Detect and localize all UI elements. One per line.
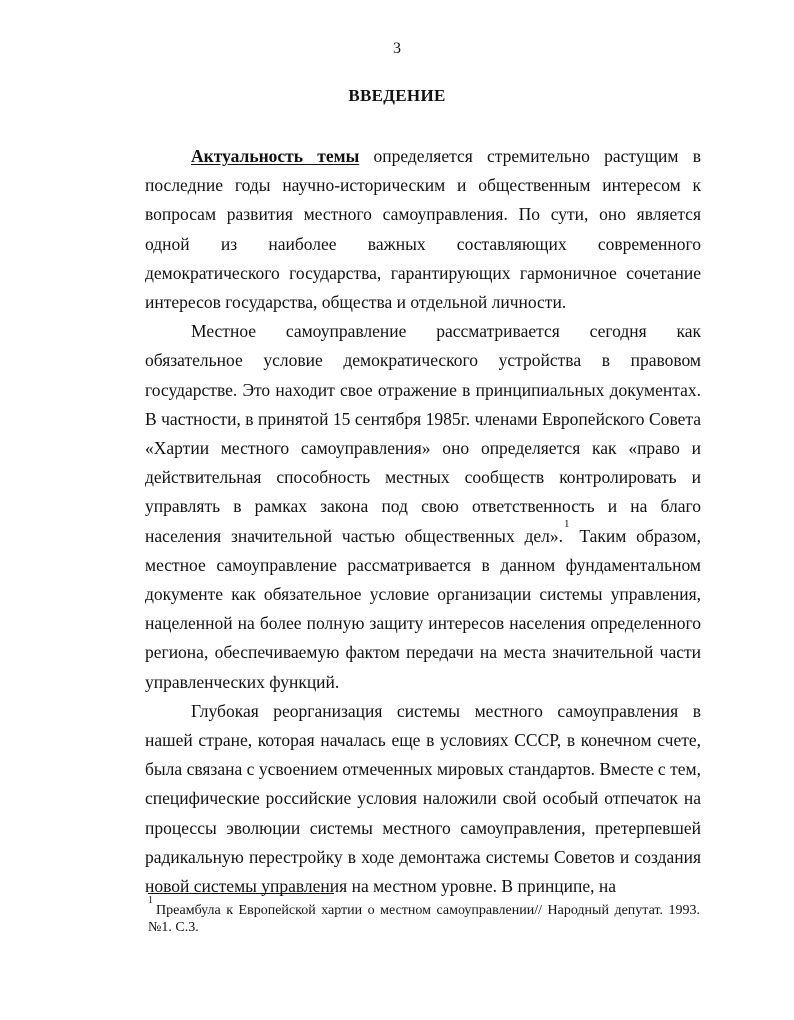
paragraph-3-text: Глубокая реорганизация системы местного самоуправления в нашей стране, которая началась еще в условиях СССР, в конечном счете, была связана с усвоением отмеченных мировых стандартов. Вместе с тем, специфические российские условия наложили свой особый отпечаток на процессы эволюции системы местного самоуправления, претерпевшей радикальную перестройку в ходе демонтажа системы Советов и создания новой системы управления на местном уровне. В принципе, на	[145, 700, 701, 897]
footnote	[148, 895, 700, 936]
footnote-divider	[148, 893, 334, 894]
paragraph-3	[145, 697, 701, 901]
paragraph-2-text-before: Местное самоуправление рассматривается сегодня как обязательное условие демократического устройства в правовом государстве. Это находит свое отражение в принципиальных документах. В частности, в принятой 15 сентября 1985г. членами Европейского Совета «Хартии местного самоуправления» оно определяется как «право и действительная способность местных сообществ контролировать и управлять в рамках закона под свою ответственность и на благо населения значительной частью общественных дел».	[145, 321, 701, 546]
page-number: 3	[393, 40, 401, 57]
footnote-reference[interactable]: 1	[564, 517, 570, 530]
footnote-text: Преамбула к Европейской хартии о местном самоуправлении// Народный депутат. 1993. №1. С.3.	[148, 903, 700, 935]
lead-phrase: Актуальность темы	[191, 146, 360, 166]
footnote-number: 1	[148, 895, 153, 907]
main-text	[145, 142, 701, 901]
paragraph-2	[145, 317, 701, 697]
paragraph-1-text: определяется стремительно растущим в последние годы научно-историческим и общественным интересом к вопросам развития местного самоуправления. По сути, оно является одной из наиболее важных составляющих современного демократического государства, гарантирующих гармоничное сочетание интересов государства, общества и отдельной личности.	[145, 146, 701, 313]
page-title: ВВЕДЕНИЕ	[348, 86, 446, 105]
paragraph-1	[145, 142, 701, 317]
paragraph-2-text-after: Таким образом, местное самоуправление рассматривается в данном фундаментальном документе как обязательное условие организации системы управления, нацеленной на более полную защиту интересов населения определенного региона, обеспечиваемую фактом передачи на места значительной части управленческих функций.	[145, 525, 701, 692]
